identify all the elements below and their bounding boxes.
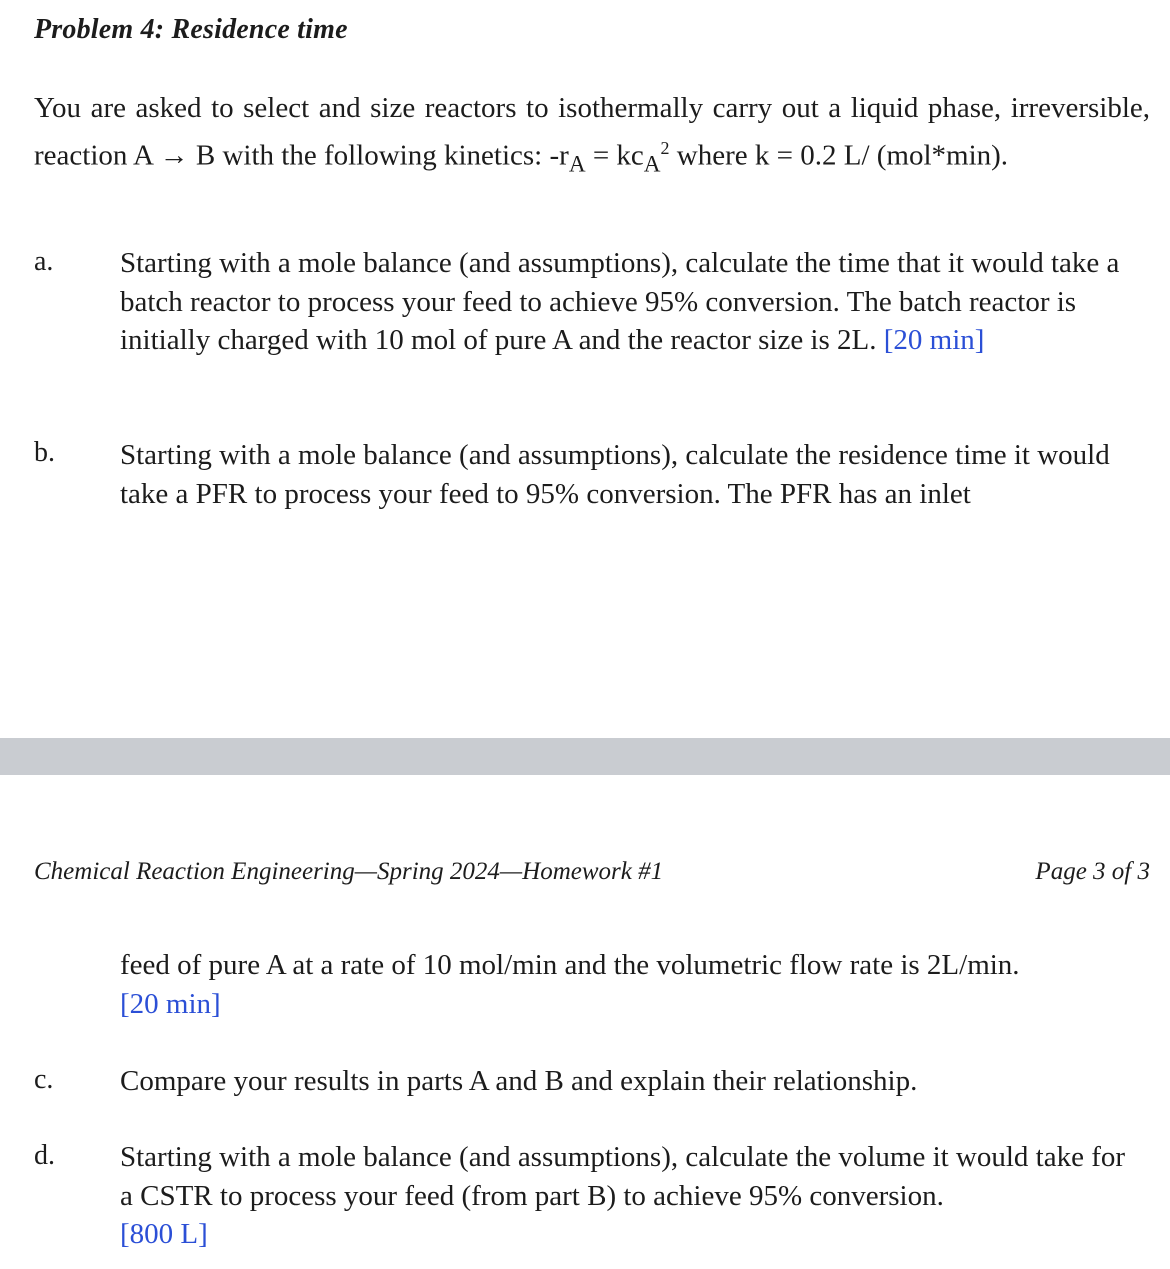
part-c-text: Compare your results in parts A and B and explain their relationship. (120, 1065, 918, 1097)
part-d-question: Starting with a mole balance (and assumptions), calculate the volume it would take for a CSTR to process your feed (from part B) to achieve 95% conversion. (120, 1141, 1126, 1212)
part-b-letter: b. (34, 437, 55, 468)
part-b-answer: [20 min] (120, 987, 221, 1020)
part-a-question: Starting with a mole balance (and assumptions), calculate the time that it would take a batch reactor to process your feed to achieve 95% conversion. The batch reactor is initially charged with 10 mol of pure A and the reactor size is 2L. (120, 247, 1120, 356)
part-b-text-bottom (120, 946, 1140, 1023)
part-a-answer: [20 min] (883, 324, 985, 356)
intro-text-before: You are asked to select and size reactors to isothermally carry out a liquid phase, irreversible, reaction A → B with the following kinetics: -r (34, 92, 1150, 172)
footer-course-title: Chemical Reaction Engineering—Spring 2024—Homework #1 (34, 858, 664, 885)
part-b-text-top: Starting with a mole balance (and assumptions), calculate the residence time it would take a PFR to process your feed to 95% conversion. The PFR has an inlet (120, 439, 1110, 510)
problem-title: Problem 4: Residence time (34, 14, 348, 45)
intro-eq: = kc (585, 139, 644, 172)
rate-subscript: A (568, 151, 586, 178)
part-a-letter: a. (34, 246, 54, 277)
power-superscript: 2 (660, 138, 670, 158)
part-d-answer: [800 L] (120, 1218, 208, 1250)
problem-intro (34, 88, 1150, 184)
part-d-letter: d. (34, 1140, 55, 1171)
part-b-continued: feed of pure A at a rate of 10 mol/min and the volumetric flow rate is 2L/min. (120, 949, 1020, 981)
part-a-text (120, 244, 1140, 360)
part-d-text (120, 1138, 1140, 1254)
intro-text-after: where k = 0.2 L/ (mol*min). (669, 139, 1009, 172)
page-break-divider (0, 738, 1170, 775)
conc-subscript: A (643, 151, 661, 178)
footer-page-number: Page 3 of 3 (1035, 858, 1150, 885)
part-c-letter: c. (34, 1064, 54, 1095)
